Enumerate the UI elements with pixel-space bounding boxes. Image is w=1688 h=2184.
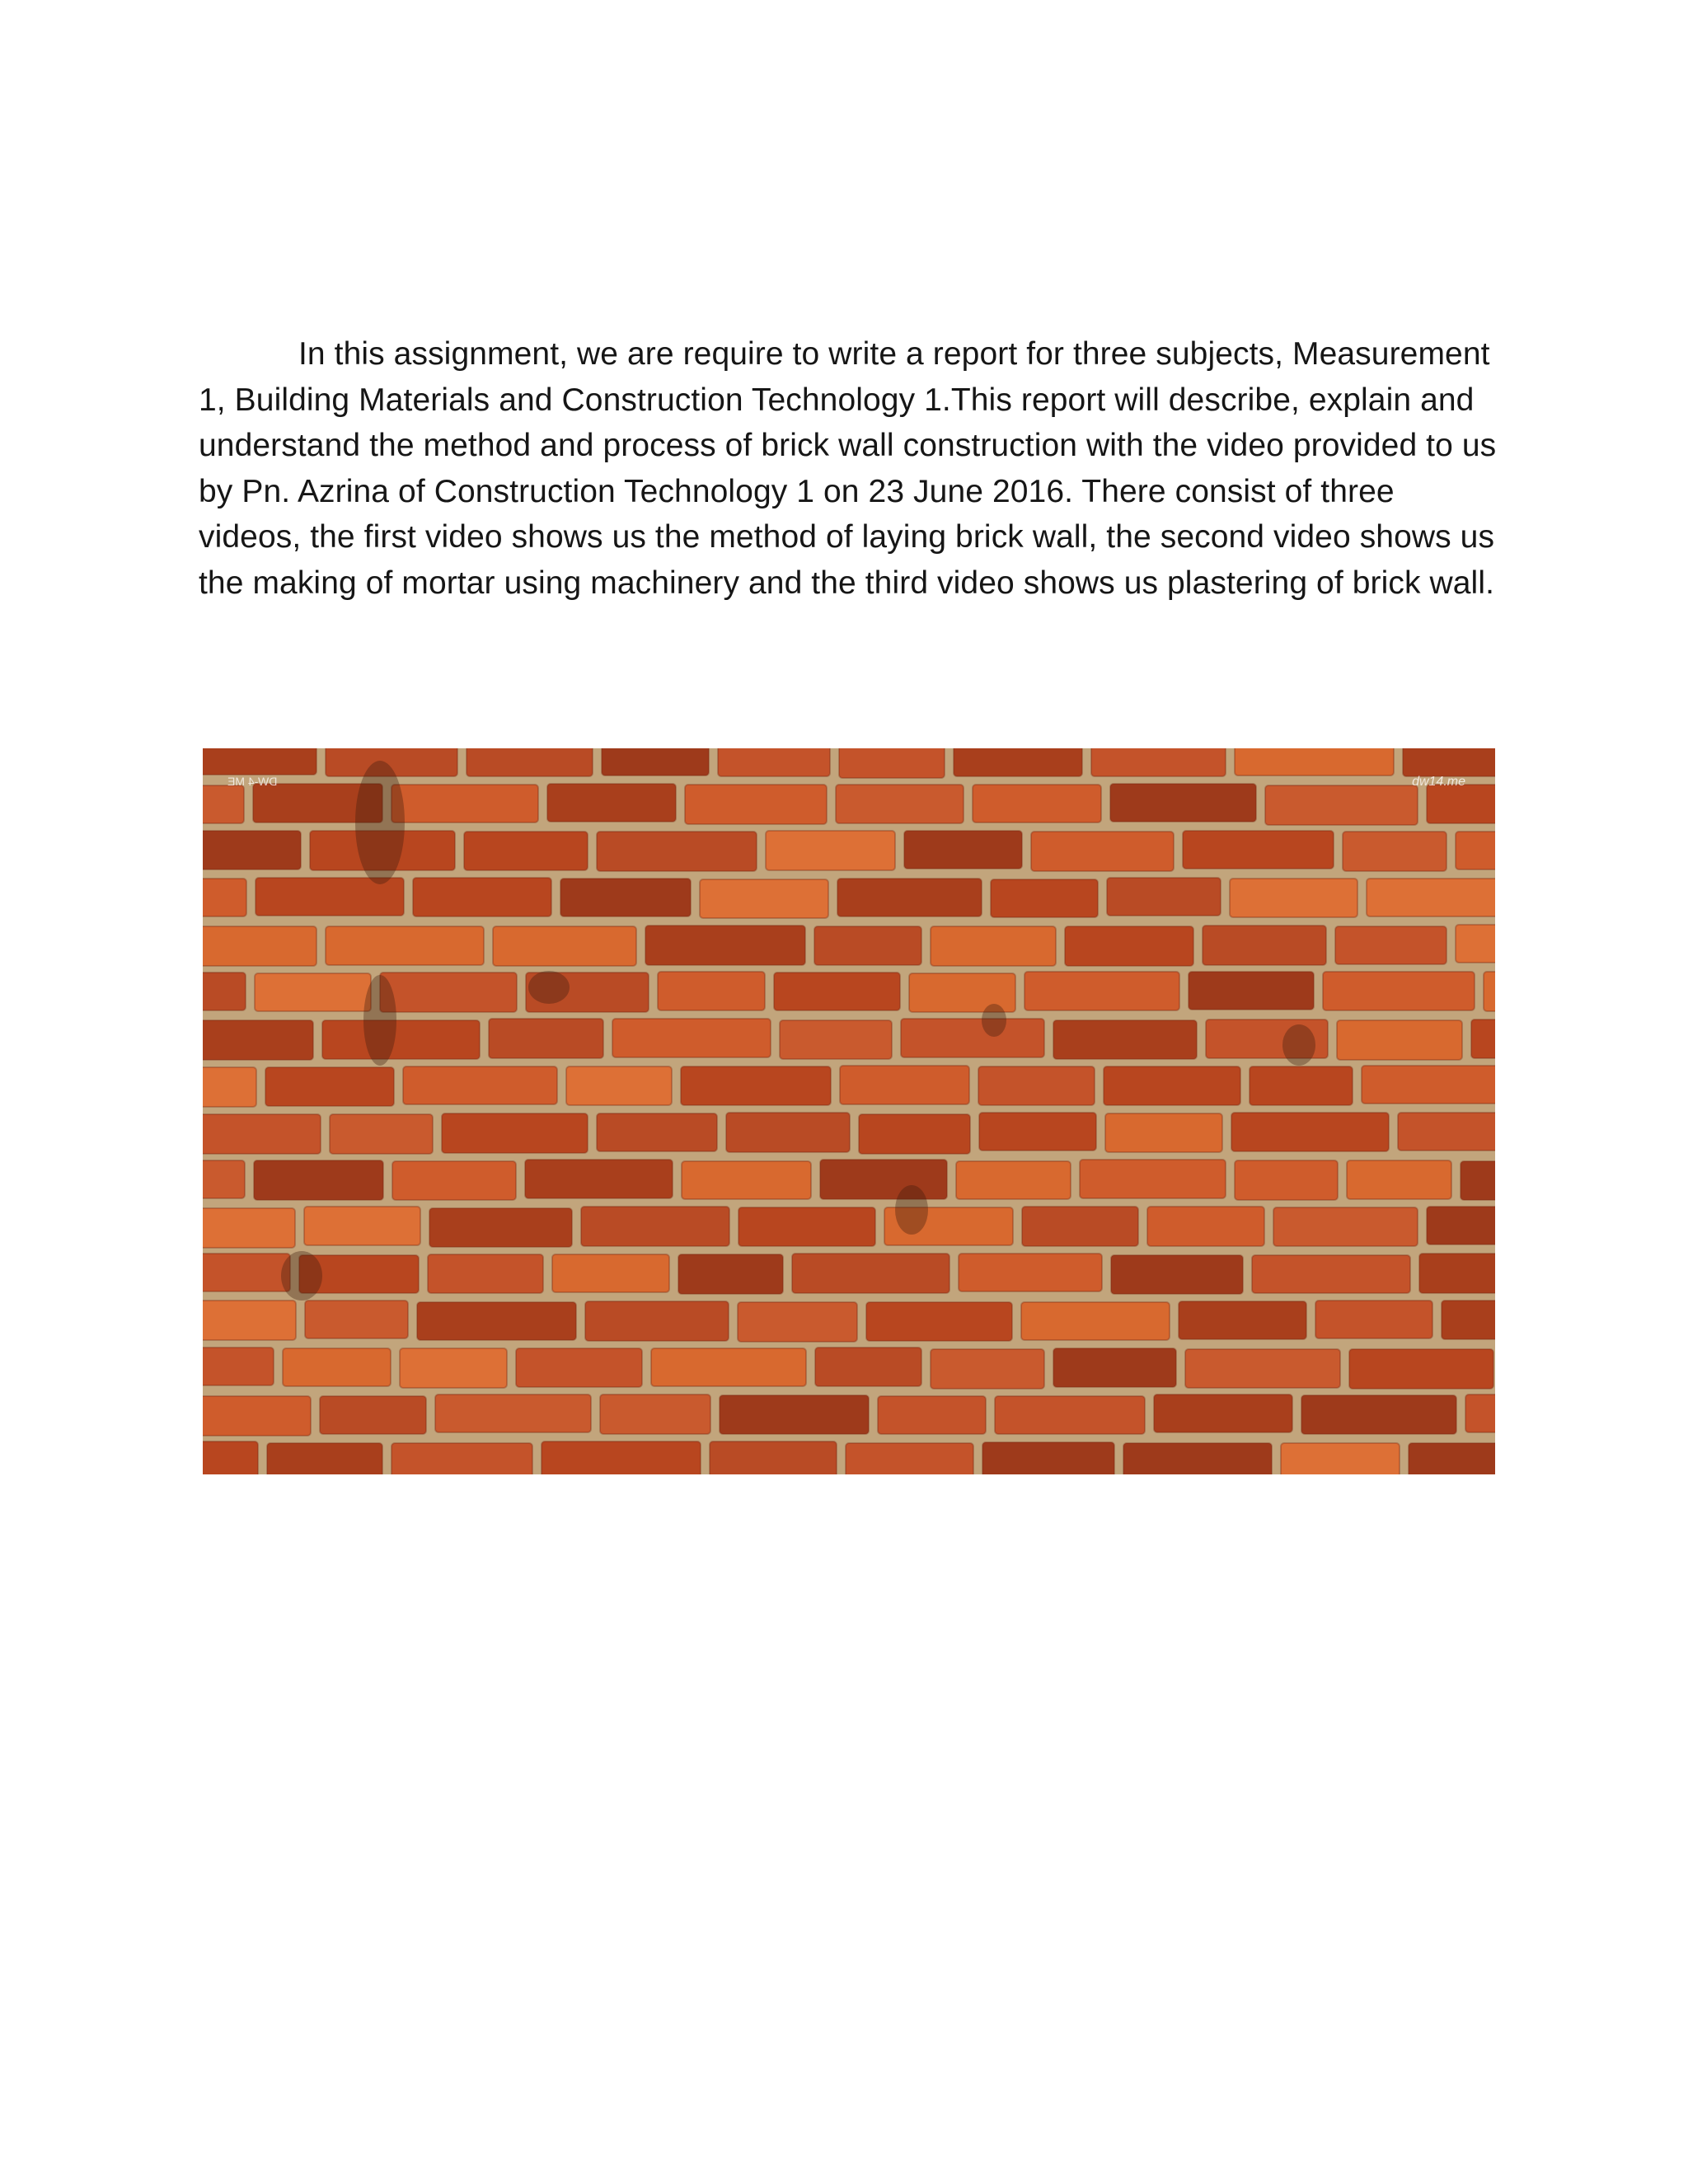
brick (839, 748, 945, 778)
brick (581, 1207, 729, 1246)
brick (1111, 1255, 1243, 1294)
brick (738, 1302, 857, 1342)
brick (489, 1019, 603, 1058)
brick (1273, 1207, 1418, 1246)
brick (525, 1160, 673, 1198)
brick (392, 785, 538, 823)
brick (820, 1160, 947, 1199)
brick (413, 878, 551, 916)
brick (1335, 926, 1447, 964)
brick (718, 748, 830, 776)
brick (203, 1396, 311, 1436)
brick (1427, 785, 1495, 823)
brick (1465, 1394, 1495, 1432)
brick (597, 832, 757, 871)
brick (1337, 1020, 1462, 1060)
brick (979, 1113, 1096, 1151)
brick (682, 1161, 811, 1199)
brick (1053, 1348, 1176, 1387)
brick (836, 785, 964, 823)
brick (304, 1207, 420, 1245)
brick (435, 1394, 591, 1432)
brick (1185, 1349, 1340, 1388)
brick (322, 1020, 480, 1059)
brick (780, 1020, 892, 1059)
brick (255, 973, 371, 1011)
brick (1461, 1161, 1495, 1200)
brick (1110, 784, 1256, 822)
brick (1065, 926, 1193, 966)
brick (1367, 879, 1495, 916)
brick (681, 1066, 831, 1105)
brick (417, 1302, 576, 1340)
brick (467, 748, 593, 776)
brick (203, 785, 244, 823)
brick (320, 1396, 426, 1434)
brick (464, 832, 588, 870)
brick (566, 1066, 672, 1105)
brick (859, 1114, 970, 1154)
brick (203, 1441, 258, 1474)
brick (1265, 785, 1418, 825)
brick (203, 1254, 290, 1291)
brick (267, 1443, 382, 1474)
brick (1179, 1301, 1306, 1339)
brick (901, 1019, 1044, 1057)
brick (814, 926, 921, 965)
brick (815, 1347, 921, 1386)
weathering-stain (895, 1185, 928, 1235)
brick (1025, 972, 1179, 1010)
brick (866, 1302, 1012, 1341)
brick (1456, 832, 1495, 869)
brick (597, 1113, 717, 1151)
brick (265, 1067, 394, 1106)
brick (400, 1348, 507, 1388)
brick (991, 879, 1098, 917)
brick (1343, 832, 1447, 871)
brick (1091, 748, 1226, 776)
weathering-stain (528, 971, 570, 1004)
brick (840, 1066, 969, 1104)
brick (283, 1348, 391, 1386)
brick (254, 1160, 383, 1200)
brick (1031, 832, 1174, 871)
brick (1189, 972, 1314, 1010)
brick (1021, 1302, 1170, 1340)
brick (203, 1347, 274, 1385)
brick (1147, 1207, 1264, 1246)
brick (330, 1114, 433, 1154)
brick (959, 1254, 1102, 1291)
watermark-right: dw14.me (1412, 775, 1465, 789)
brick (878, 1396, 986, 1434)
brick (380, 972, 517, 1012)
brick (1471, 1019, 1495, 1058)
brick (1403, 748, 1495, 776)
brick (1362, 1066, 1495, 1104)
brick (203, 972, 246, 1010)
brick (429, 1208, 572, 1247)
brick (1230, 879, 1357, 917)
brick (1323, 972, 1475, 1010)
brick (700, 879, 828, 918)
brick (1231, 1113, 1389, 1151)
brick (203, 926, 316, 966)
brick (1456, 925, 1495, 963)
brick (651, 1348, 806, 1386)
brick (973, 785, 1101, 823)
brick (931, 1349, 1044, 1389)
brick (1349, 1349, 1493, 1389)
brick (995, 1396, 1145, 1434)
brick (792, 1254, 950, 1293)
weathering-stain (363, 975, 396, 1066)
brick (203, 1067, 256, 1107)
intro-paragraph: In this assignment, we are require to write a report for three subjects, Measurement 1, Building Materials and Construction Technology 1.This report will describe, explain and understand the method and process of brick wall construction with the video provided to us by Pn. Azrina of Construction Technology 1 on 23 June 2016. There consist of three videos, the first video shows us the method of laying brick wall, the second video shows us the making of mortar using machinery and the third video shows us plastering of brick wall. (199, 336, 1497, 601)
brick (203, 1020, 313, 1060)
brick (1235, 748, 1394, 776)
brick (954, 748, 1082, 776)
brick (685, 785, 827, 824)
brick (547, 784, 676, 822)
brick (392, 1443, 532, 1474)
brick (1203, 926, 1326, 965)
brick (203, 748, 316, 775)
brick (203, 1160, 245, 1198)
brick (1281, 1443, 1400, 1474)
brick (1104, 1066, 1240, 1105)
weathering-stain (982, 1004, 1006, 1037)
weathering-stain (281, 1251, 322, 1301)
brick (1252, 1255, 1410, 1293)
brick (305, 1301, 408, 1338)
brick (678, 1254, 783, 1294)
brick (203, 831, 301, 869)
brick (1183, 831, 1334, 869)
brick (1347, 1160, 1451, 1199)
weathering-stain (355, 761, 405, 884)
brick (1442, 1301, 1495, 1339)
brick (1484, 972, 1495, 1011)
brick (738, 1207, 875, 1246)
brick (560, 879, 691, 916)
brick (1315, 1301, 1432, 1338)
brick (846, 1443, 973, 1474)
brick (585, 1301, 729, 1341)
brick (1053, 1020, 1197, 1059)
brick (774, 972, 900, 1010)
brick (710, 1441, 837, 1474)
brick (1105, 1113, 1222, 1152)
brick (726, 1113, 850, 1152)
brick (203, 1114, 321, 1154)
brick (203, 1301, 296, 1340)
brick (837, 879, 982, 916)
brick (552, 1254, 669, 1292)
brick (1398, 1113, 1495, 1151)
brick (1080, 1160, 1226, 1198)
brick (442, 1113, 588, 1153)
brick (982, 1442, 1114, 1474)
brick (658, 972, 765, 1010)
brick (720, 1395, 869, 1434)
brick (1154, 1394, 1292, 1432)
brick (1123, 1443, 1272, 1474)
brick (203, 1208, 295, 1248)
brick (493, 926, 636, 966)
brick (766, 831, 895, 870)
brick (1409, 1443, 1495, 1474)
brick (931, 926, 1056, 966)
brick (403, 1066, 557, 1104)
brick (978, 1066, 1095, 1105)
brick (1250, 1066, 1353, 1105)
brick-wall-image (203, 748, 1495, 1474)
brick (602, 748, 709, 776)
brick (600, 1394, 710, 1434)
brick (1427, 1207, 1495, 1244)
brick (1022, 1207, 1138, 1246)
brick (516, 1348, 642, 1387)
brick (203, 879, 246, 916)
brick (326, 926, 484, 965)
brick (428, 1254, 543, 1293)
brick (1301, 1395, 1456, 1434)
brick (392, 1161, 516, 1200)
brick (1107, 878, 1221, 916)
brick (612, 1019, 771, 1057)
brick (956, 1161, 1071, 1199)
brick (904, 831, 1022, 869)
brick (1419, 1254, 1495, 1293)
weathering-stain (1282, 1024, 1315, 1066)
brick-wall-photo (203, 748, 1495, 1474)
brick (1235, 1160, 1338, 1200)
watermark-left: DW-4 ME (227, 775, 278, 788)
brick (542, 1441, 701, 1474)
brick (645, 926, 805, 965)
